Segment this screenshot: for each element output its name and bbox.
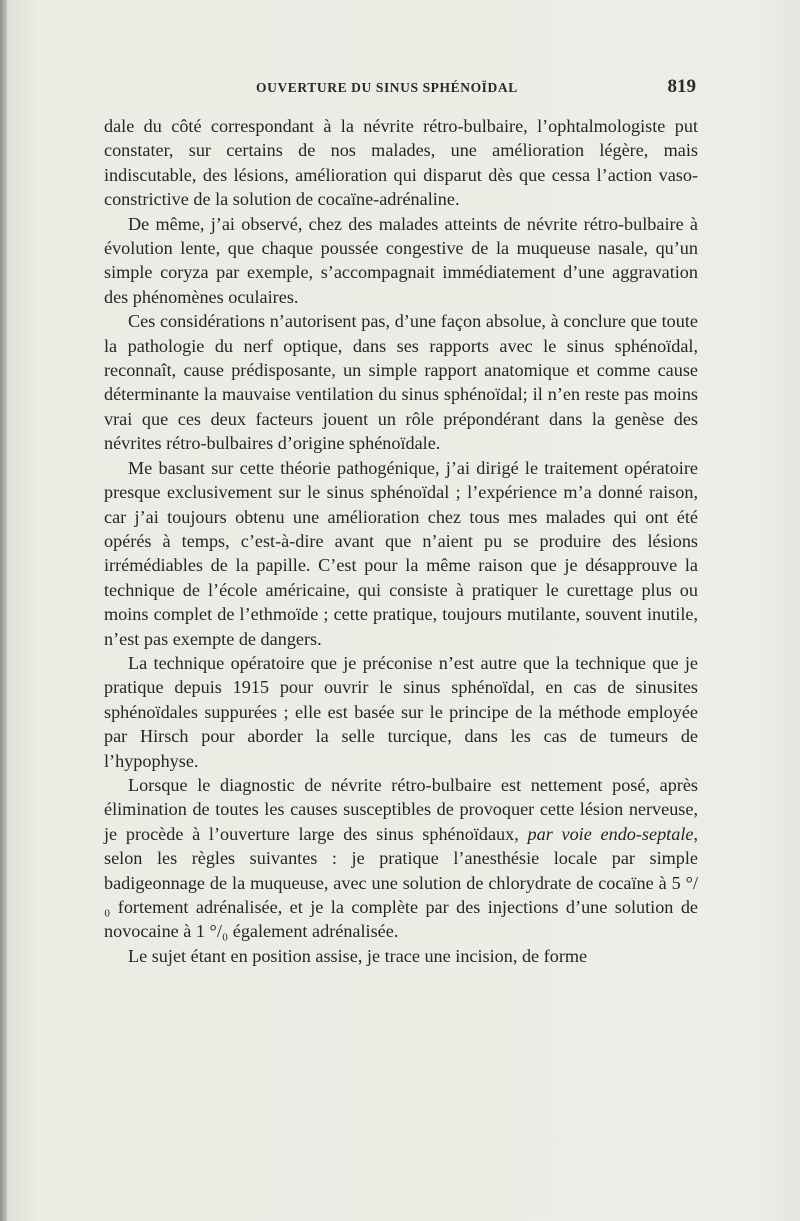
paragraph-6-italic: par voie endo-septale [527,823,694,844]
book-spine-shadow [0,0,7,1221]
page-header [104,76,696,102]
paragraph-6 [104,773,698,944]
running-title: OUVERTURE DU SINUS SPHÉNOÏDAL [256,80,518,95]
paragraph-6-part-1: Lorsque le diagnostic de névrite rétro-bulbaire est nettement posé, après élimination de toutes les causes susceptibles de provoquer cette lésion nerveuse, je procède à l’ouverture large des sinus sphénoïdaux, [104,774,698,844]
paragraph-4: Me basant sur cette théorie pathogénique, j’ai dirigé le traitement opératoire presque exclusivement sur le sinus sphénoïdal ; l’expérience m’a donné raison, car j’ai toujours obtenu une amélioration chez tous mes malades qui ont été opérés à temps, c’est-à-dire avant que n’aient pu se produire des lésions irrémédiables de la papille. C’est pour la même raison que je désapprouve la technique de l’école américaine, qui consiste à pratiquer le curettage plus ou moins complet de l’ethmoïde ; cette pratique, toujours mutilante, souvent inutile, n’est pas exempte de dangers. [104,457,698,649]
page-number: 819 [667,76,696,97]
paragraph-7: Le sujet étant en position assise, je trace une incision, de forme [128,945,588,966]
paragraph-1: dale du côté correspondant à la névrite rétro-bulbaire, l’ophtalmologiste put constater, sur certains de nos malades, une amélioration légère, mais indiscutable, des lésions, amélioration qui disparut dès que cessa l’action vaso-constrictive de la solution de cocaïne-adrénaline. [104,116,698,210]
body-text [104,114,698,968]
paragraph-5: La technique opératoire que je préconise n’est autre que la technique que je pratique depuis 1915 pour ouvrir le sinus sphénoïdal, en cas de sinusites sphénoïdales suppurées ; elle est basée sur le principe de la méthode employée par Hirsch pour aborder la selle turcique, dans les cas de tumeurs de l’hypophyse. [104,652,698,771]
paragraph-6-part-2: , selon les règles suivantes : je pratique l’anesthésie locale par simple badigeonnage de la muqueuse, avec une solution de chlorydrate de cocaïne à 5 °/₀ fortement adrénalisée, et je la complète par des injections d’une solution de novocaine à 1 °/₀ également adrénalisée. [104,823,698,942]
paragraph-2: De même, j’ai observé, chez des malades atteints de névrite rétro-bulbaire à évolution lente, que chaque poussée congestive de la muqueuse nasale, qu’un simple coryza par exemple, s’accompagnait immédiatement d’une aggravation des phénomènes oculaires. [104,213,698,307]
paragraph-3: Ces considérations n’autorisent pas, d’une façon absolue, à conclure que toute la pathologie du nerf optique, dans ses rapports avec le sinus sphénoïdal, reconnaît, cause prédisposante, un simple rapport anatomique et comme cause déterminante la mauvaise ventilation du sinus sphénoïdal; il n’en reste pas moins vrai que ces deux facteurs jouent un rôle prépondérant dans la genèse des névrites rétro-bulbaires d’origine sphénoïdale. [104,311,698,454]
